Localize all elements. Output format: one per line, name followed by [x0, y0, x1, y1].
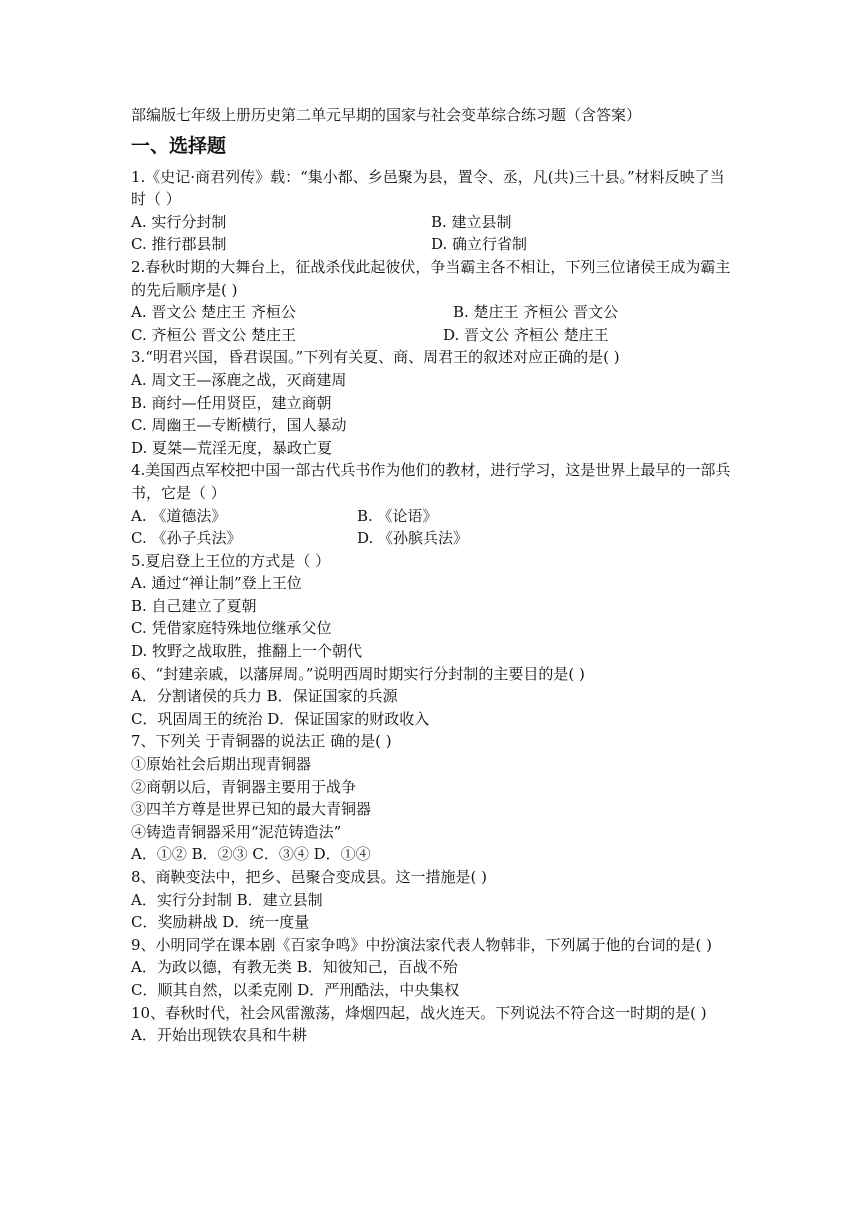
- question-stem: 9、小明同学在课本剧《百家争鸣》中扮演法家代表人物韩非，下列属于他的台词的是( ): [131, 935, 713, 954]
- option-row: [131, 505, 731, 528]
- statement-4: ④铸造青铜器采用“泥范铸造法”: [131, 822, 342, 841]
- option-row: [131, 527, 731, 550]
- question-4: [131, 459, 731, 549]
- option-a: A. 《道德法》: [131, 506, 227, 525]
- question-8: [131, 866, 731, 934]
- option-c: C. 《孙子兵法》: [131, 529, 242, 548]
- option-b: B. 建立县制: [431, 212, 512, 231]
- question-7: [131, 730, 731, 866]
- option-b: B. 自己建立了夏朝: [131, 596, 257, 615]
- option-a: A. 晋文公 楚庄王 齐桓公: [131, 303, 296, 322]
- option-d: D. 牧野之战取胜，推翻上一个朝代: [131, 642, 363, 661]
- option-line: A．分割诸侯的兵力 B．保证国家的兵源: [131, 687, 398, 706]
- option-c: C. 周幽王—专断横行，国人暴动: [131, 416, 347, 435]
- question-3: [131, 346, 731, 459]
- question-6: [131, 663, 731, 731]
- option-row: [131, 211, 731, 234]
- question-stem: 6、“封建亲戚，以藩屏周。”说明西周时期实行分封制的主要目的是( ): [131, 664, 585, 683]
- option-line: A．实行分封制 B．建立县制: [131, 890, 323, 909]
- option-d: D. 夏桀—荒淫无度，暴政亡夏: [131, 438, 333, 457]
- question-stem: 2.春秋时期的大舞台上，征战杀伐此起彼伏，争当霸主各不相让，下列三位诸侯王成为霸主的先后顺序是( ): [131, 257, 731, 299]
- option-b: B. 商纣—任用贤臣，建立商朝: [131, 393, 332, 412]
- question-stem: 4.美国西点军校把中国一部古代兵书作为他们的教材，进行学习，这是世界上最早的一部兵书，它是（ ）: [131, 461, 731, 502]
- question-stem: 1.《史记·商君列传》载：“集小都、乡邑聚为县，置令、丞，凡(共)三十县。”材料反映了当时（ ）: [131, 167, 725, 209]
- question-stem: 3.“明君兴国，昏君误国。”下列有关夏、商、周君王的叙述对应正确的是( ): [131, 348, 620, 367]
- question-10: [131, 1002, 731, 1047]
- option-row: [131, 324, 731, 347]
- question-5: [131, 550, 731, 663]
- option-a: A. 通过“禅让制”登上王位: [131, 574, 302, 593]
- option-b: B. 《论语》: [357, 506, 438, 525]
- option-row: [131, 301, 731, 324]
- option-d: D. 确立行省制: [431, 235, 528, 254]
- statement-3: ③四羊方尊是世界已知的最大青铜器: [131, 800, 372, 819]
- option-d: D. 《孙膑兵法》: [357, 529, 469, 548]
- document-content: [131, 104, 731, 1047]
- section-heading: 一、选择题: [131, 134, 227, 157]
- question-stem: 7、下列关 于青铜器的说法正 确的是( ): [131, 732, 392, 751]
- question-9: [131, 934, 731, 1002]
- statement-1: ①原始社会后期出现青铜器: [131, 755, 312, 774]
- option-d: D. 晋文公 齐桓公 楚庄王: [443, 325, 609, 344]
- question-2: [131, 256, 731, 346]
- option-line: C．奖励耕战 D．统一度量: [131, 913, 310, 932]
- statement-2: ②商朝以后，青铜器主要用于战争: [131, 777, 357, 796]
- question-stem: 10、春秋时代，社会风雷激荡，烽烟四起，战火连天。下列说法不符合这一时期的是( ): [131, 1003, 707, 1022]
- option-line: A．开始出现铁农具和牛耕: [131, 1026, 307, 1045]
- option-line: A．①② B．②③ C．③④ D．①④: [131, 845, 371, 864]
- document-title: 部编版七年级上册历史第二单元早期的国家与社会变革综合练习题（含答案）: [131, 106, 642, 124]
- option-line: C．巩固周王的统治 D．保证国家的财政收入: [131, 709, 430, 728]
- option-c: C. 凭借家庭特殊地位继承父位: [131, 619, 332, 638]
- option-line: C．顺其自然，以柔克刚 D．严刑酷法，中央集权: [131, 980, 460, 999]
- option-c: C. 齐桓公 晋文公 楚庄王: [131, 325, 297, 344]
- question-stem: 5.夏启登上王位的方式是（ ）: [131, 551, 331, 570]
- option-b: B. 楚庄王 齐桓公 晋文公: [453, 303, 619, 322]
- option-c: C. 推行郡县制: [131, 235, 227, 254]
- option-a: A. 周文王—涿鹿之战，灭商建周: [131, 370, 347, 389]
- option-a: A. 实行分封制: [131, 212, 227, 231]
- option-row: [131, 233, 731, 256]
- option-line: A．为政以德，有教无类 B．知彼知己，百战不殆: [131, 958, 458, 977]
- question-stem: 8、商鞅变法中，把乡、邑聚合变成县。这一措施是( ): [131, 868, 488, 886]
- question-1: [131, 166, 731, 256]
